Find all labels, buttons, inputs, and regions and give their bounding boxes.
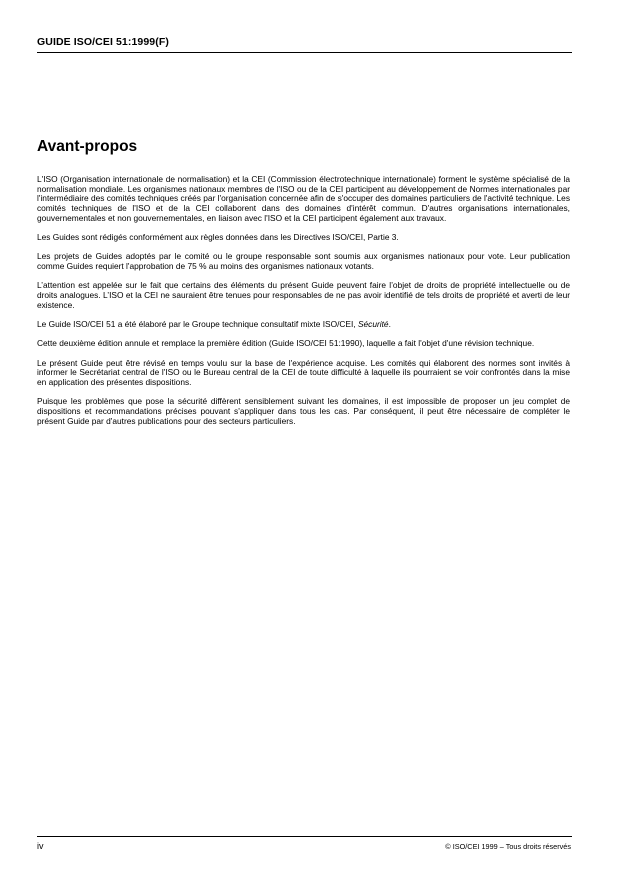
paragraph-emphasis: Sécurité <box>357 319 389 330</box>
paragraph: L’attention est appelée sur le fait que certains des éléments du présent Guide peuvent faire l’objet de droits de propriété intellectuelle ou de droits analogues. L’ISO et la CEI ne sauraient être tenues pour responsables de ne pas avoir identifié de tels droits de propriété et averti de leur existence. <box>37 280 570 310</box>
section-body <box>37 175 570 436</box>
paragraph: L'ISO (Organisation internationale de normalisation) et la CEI (Commission électrotechnique internationale) forment le système spécialisé de la normalisation mondiale. Les organismes nationaux membres de l'ISO ou de la CEI participent au développement de Normes internationales par l'intermédiaire des comités techniques créés par l'organisation concernée afin de s'occuper des domaines particuliers de l'activité technique. Les comités techniques de l'ISO et de la CEI collaborent dans des domaines d'intérêt commun. D'autres organisations internationales, gouvernementales et non gouvernementales, en liaison avec l'ISO et la CEI participent également aux travaux. <box>37 174 570 223</box>
header-divider <box>37 52 572 53</box>
paragraph-text: Le Guide ISO/CEI 51 a été élaboré par le Groupe technique consultatif mixte ISO/CEI, <box>37 319 358 330</box>
paragraph: Les projets de Guides adoptés par le comité ou le groupe responsable sont soumis aux organismes nationaux pour vote. Leur publication comme Guides requiert l'approbation de 75 % au moins des organismes nationaux votants. <box>37 251 570 272</box>
paragraph: Cette deuxième édition annule et remplace la première édition (Guide ISO/CEI 51:1990), laquelle a fait l'objet d'une révision technique. <box>37 338 535 349</box>
footer-divider <box>37 836 572 837</box>
paragraph: Les Guides sont rédigés conformément aux règles données dans les Directives ISO/CEI, Partie 3. <box>37 232 399 243</box>
page-number: iv <box>37 841 44 851</box>
paragraph: Puisque les problèmes que pose la sécurité diffèrent sensiblement suivant les domaines, il est impossible de proposer un jeu complet de dispositions et recommandations précises pouvant s'appliquer dans tous les cas. Par conséquent, il peut être nécessaire de compléter le présent Guide par d'autres publications pour des secteurs particuliers. <box>37 396 570 426</box>
paragraph-text: . <box>388 319 391 330</box>
copyright-notice: © ISO/CEI 1999 – Tous droits réservés <box>445 842 571 851</box>
document-header: GUIDE ISO/CEI 51:1999(F) <box>37 36 169 48</box>
paragraph <box>37 320 570 330</box>
paragraph: Le présent Guide peut être révisé en temps voulu sur la base de l'expérience acquise. Les comités qui élaborent des normes sont invités à informer le Secrétariat central de l'ISO ou le Bureau central de la CEI de toute difficulté à laquelle ils pourraient se voir confrontés dans la mise en application des présentes dispositions. <box>37 357 570 388</box>
section-title: Avant-propos <box>37 138 138 155</box>
